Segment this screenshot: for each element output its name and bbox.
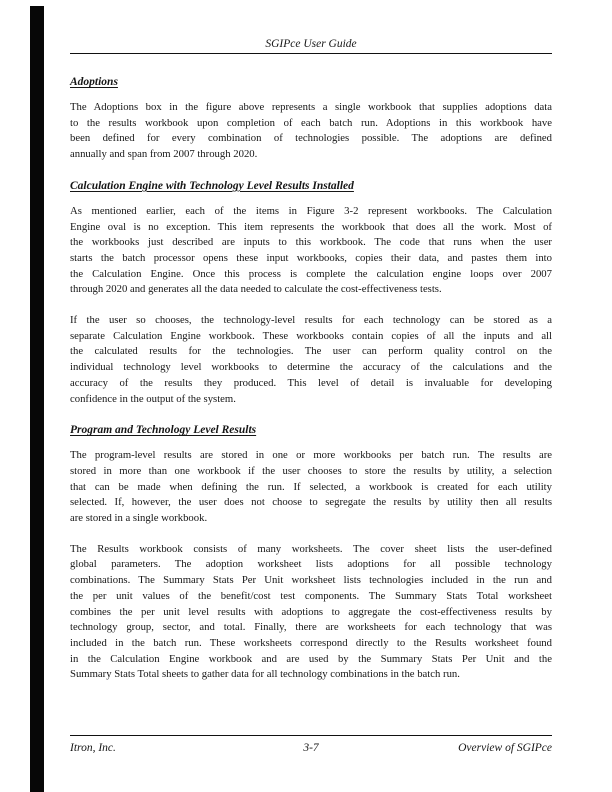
section-heading: Adoptions bbox=[70, 76, 118, 88]
paragraph-line: included in the batch run. These worksheets correspond directly to the Results worksheet found bbox=[70, 636, 552, 649]
paragraph-line: Engine oval is no exception. This item represents the workbook that does all the work. Most of bbox=[70, 220, 552, 233]
paragraph-line: annually and span from 2007 through 2020. bbox=[70, 148, 258, 161]
paragraph-line: global parameters. The adoption worksheet lists adoptions for all possible technology bbox=[70, 558, 552, 571]
paragraph-line: accuracy of the results they produced. This level of detail is invaluable for developing bbox=[70, 376, 552, 389]
paragraph bbox=[70, 542, 552, 683]
paragraph-line: individual technology level workbooks to determine the accuracy of the calculations and the bbox=[70, 361, 552, 374]
paragraph-line: As mentioned earlier, each of the items in Figure 3-2 represent workbooks. The Calculation bbox=[70, 204, 552, 217]
document-body bbox=[70, 75, 552, 683]
paragraph-line: to the results workbook upon completion of each batch run. Adoptions in this workbook have bbox=[70, 116, 552, 129]
paragraph-line: the workbooks just described are inputs to this workbook. The code that runs when the user bbox=[70, 236, 552, 249]
document-section bbox=[70, 423, 552, 683]
paragraph-line: selected. If, however, the user does not choose to segregate the results by utility then all results bbox=[70, 496, 552, 509]
paragraph-line: If the user so chooses, the technology-level results for each technology can be stored as a bbox=[70, 314, 552, 327]
paragraph bbox=[70, 204, 552, 298]
paragraph-line: combinations. The Summary Stats Per Unit worksheet lists technologies included in the run and bbox=[70, 574, 552, 587]
header-title: SGIPce User Guide bbox=[265, 38, 357, 50]
page-footer bbox=[70, 735, 552, 755]
paragraph-line: combines the per unit level results with adoptions to aggregate the cost-effectiveness results by bbox=[70, 605, 552, 618]
paragraph-line: stored in more than one workbook if the user chooses to store the results by utility, a selection bbox=[70, 464, 552, 477]
paragraph-line: The Results workbook consists of many worksheets. The cover sheet lists the user-defined bbox=[70, 542, 552, 555]
paragraph-line: in the Calculation Engine workbook and are used by the Summary Stats Per Unit and the bbox=[70, 652, 552, 665]
scan-artifact-bar bbox=[30, 6, 44, 792]
paragraph-line: The program-level results are stored in one or more workbooks per batch run. The results are bbox=[70, 449, 552, 462]
paragraph-line: are stored in a single workbook. bbox=[70, 512, 208, 525]
document-section bbox=[70, 75, 552, 163]
paragraph-line: separate Calculation Engine workbook. These workbooks contain copies of all the inputs and all bbox=[70, 329, 552, 342]
paragraph-line: the calculated results for the technologies. The user can perform quality control on the bbox=[70, 345, 552, 358]
footer-chapter: Overview of SGIPce bbox=[458, 742, 553, 754]
paragraph bbox=[70, 448, 552, 527]
section-heading: Program and Technology Level Results bbox=[70, 424, 257, 437]
paragraph-line: the Calculation Engine. Once this process is complete the calculation engine loops over 2007 bbox=[70, 267, 552, 280]
footer-page-number: 3-7 bbox=[303, 742, 319, 754]
page-content bbox=[70, 38, 552, 683]
paragraph-line: Summary Stats Total sheets to gather data for all technology combinations in the batch run. bbox=[70, 668, 460, 681]
section-heading: Calculation Engine with Technology Level Results Installed bbox=[70, 179, 354, 192]
paragraph bbox=[70, 313, 552, 407]
paragraph-line: The Adoptions box in the figure above represents a single workbook that supplies adoptions data bbox=[70, 101, 552, 113]
paragraph-line: technology group, sector, and total. Finally, there are worksheets for each technology that was bbox=[70, 621, 552, 634]
paragraph-line: confidence in the output of the system. bbox=[70, 392, 236, 405]
paragraph-line: that can be made when defining the run. If selected, a workbook is created for each utility bbox=[70, 480, 552, 493]
page-header bbox=[70, 38, 552, 54]
paragraph bbox=[70, 100, 552, 163]
document-section bbox=[70, 179, 552, 407]
paragraph-line: the per unit values of the benefit/cost test components. The Summary Stats Total worksheet bbox=[70, 589, 552, 602]
paragraph-line: through 2020 and generates all the data needed to calculate the cost-effectiveness tests. bbox=[70, 283, 442, 296]
footer-company: Itron, Inc. bbox=[70, 742, 116, 754]
paragraph-line: been defined for every combination of technologies possible. The adoptions are defined bbox=[70, 132, 552, 145]
paragraph-line: starts the batch processor opens these input workbooks, copies their data, and pastes them into bbox=[70, 251, 552, 264]
